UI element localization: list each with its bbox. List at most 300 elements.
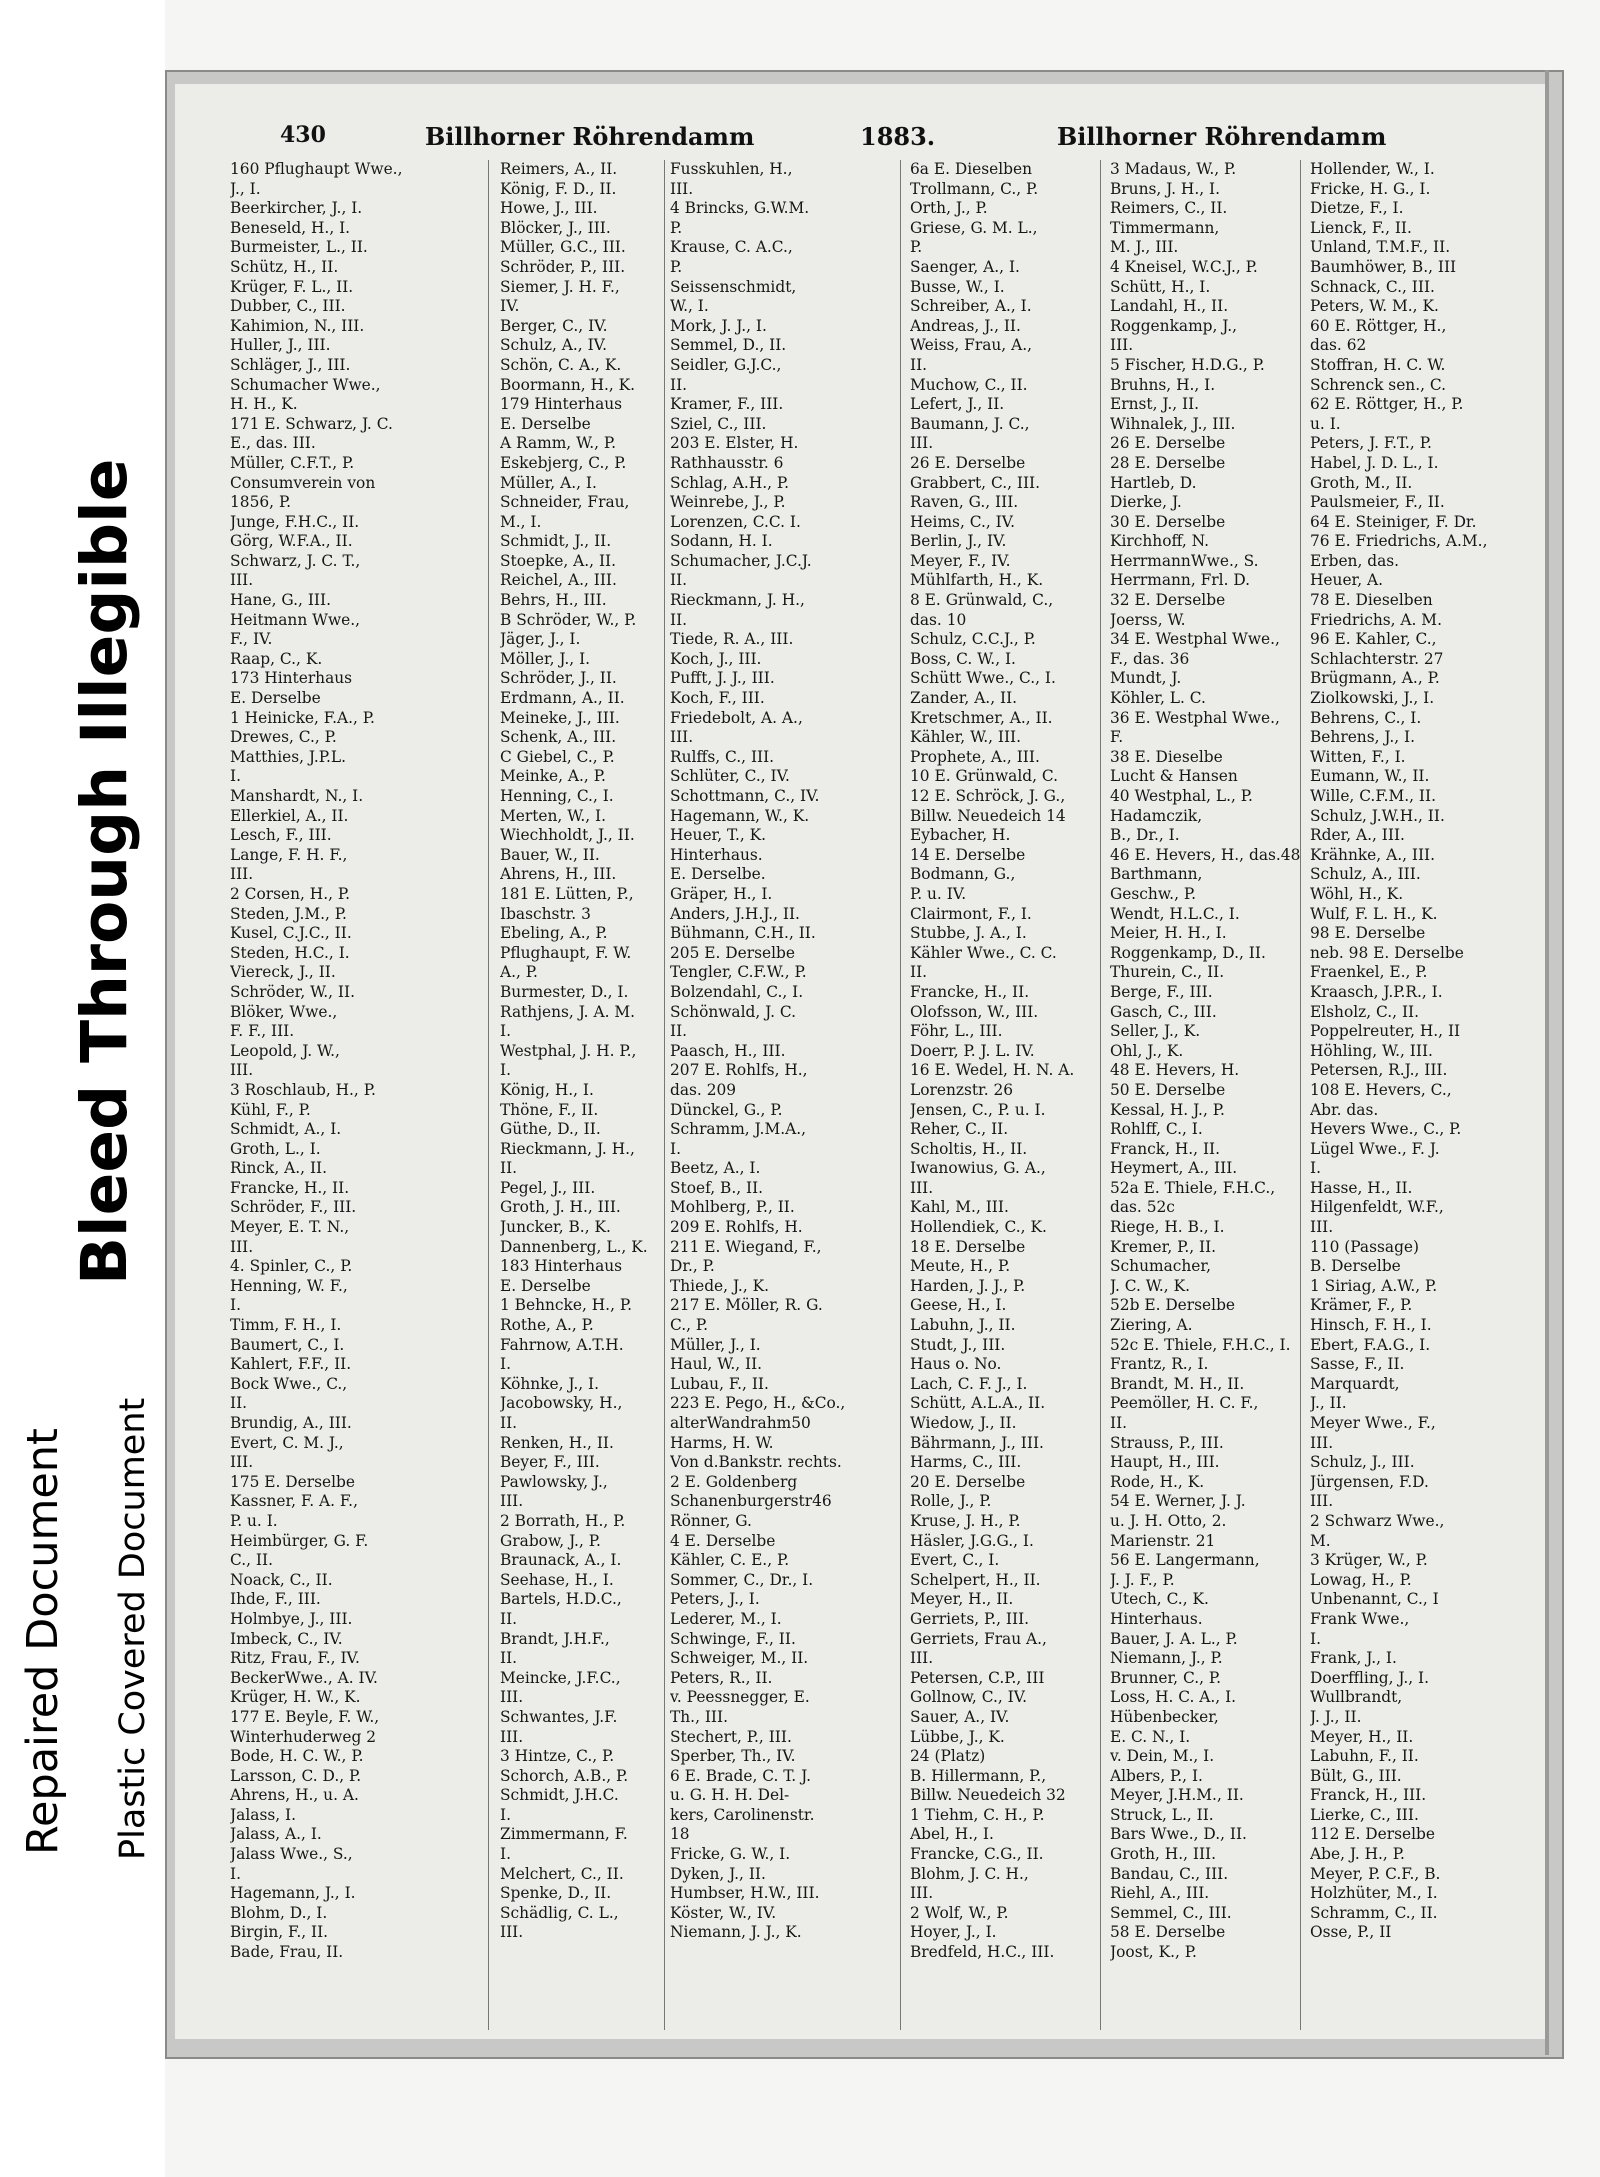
directory-entry: F., das. 36	[1110, 649, 1190, 668]
directory-entry: W., I.	[670, 297, 709, 316]
directory-entry: III.	[230, 1237, 254, 1256]
directory-entry: 6a E. Dieselben	[910, 160, 1033, 178]
directory-entry: Schramm, J.M.A.,	[670, 1120, 806, 1139]
directory-entry: Hagemann, W., K.	[670, 806, 810, 825]
directory-entry: Eskebjerg, C., P.	[500, 453, 627, 472]
directory-entry: Schläger, J., III.	[230, 355, 351, 374]
directory-entry: Dietze, F., I.	[1310, 199, 1404, 218]
directory-entry: Pegel, J., III.	[500, 1178, 596, 1197]
directory-entry: Studt, J., III.	[910, 1335, 1006, 1354]
directory-entry: Stechert, P., III.	[670, 1727, 792, 1746]
directory-entry: Bauer, W., II.	[500, 845, 600, 864]
directory-entry: I.	[670, 1139, 681, 1158]
directory-entry: Sasse, F., II.	[1310, 1355, 1405, 1374]
directory-entry: Lach, C. F. J., I.	[910, 1374, 1028, 1393]
directory-entry: Harms, C., III.	[910, 1453, 1022, 1472]
year: 1883.	[860, 122, 936, 151]
directory-entry: BeckerWwe., A. IV.	[230, 1668, 378, 1687]
directory-entry: alterWandrahm50	[670, 1414, 811, 1432]
directory-column-5	[1110, 160, 1340, 2030]
directory-entry: I.	[230, 1864, 241, 1883]
directory-entry: Blohm, J. C. H.,	[910, 1864, 1029, 1883]
directory-entry: F., IV.	[230, 630, 273, 649]
directory-entry: III.	[670, 728, 694, 747]
directory-entry: 112 E. Derselbe	[1310, 1825, 1435, 1844]
directory-entry: Thöne, F., II.	[500, 1100, 599, 1119]
directory-entry: Noack, C., II.	[230, 1570, 333, 1589]
directory-entry: 64 E. Steiniger, F. Dr.	[1310, 512, 1477, 531]
directory-entry: König, F. D., II.	[500, 179, 617, 198]
directory-entry: Lübbe, J., K.	[910, 1727, 1005, 1746]
directory-entry: Geese, H., I.	[910, 1296, 1007, 1315]
directory-entry: Schwinge, F., II.	[670, 1629, 796, 1648]
directory-entry: Hagemann, J., I.	[230, 1884, 356, 1903]
directory-entry: Gräper, H., I.	[670, 884, 773, 903]
directory-entry: Matthies, J.P.L.	[230, 747, 347, 766]
directory-entry: Blöker, Wwe.,	[230, 1002, 338, 1021]
directory-entry: III.	[1310, 1433, 1334, 1452]
directory-entry: Raven, G., III.	[910, 493, 1019, 512]
directory-entry: Evert, C. M. J.,	[230, 1433, 344, 1452]
directory-entry: Tengler, C.F.W., P.	[670, 963, 807, 982]
directory-entry: Brundig, A., III.	[230, 1414, 352, 1432]
directory-entry: Jensen, C., P. u. I.	[910, 1100, 1046, 1119]
directory-entry: Timm, F. H., I.	[230, 1316, 342, 1335]
directory-entry: Burmester, D., I.	[500, 982, 629, 1001]
directory-entry: das. 209	[670, 1080, 737, 1099]
directory-entry: Von d.Bankstr. rechts.	[670, 1453, 842, 1472]
directory-entry: Müller, A., I.	[500, 473, 597, 492]
directory-entry: II.	[670, 375, 688, 394]
directory-entry: 108 E. Hevers, C.,	[1310, 1080, 1452, 1099]
directory-entry: Köhnke, J., I.	[500, 1374, 600, 1393]
directory-entry: Kessal, H. J., P.	[1110, 1100, 1225, 1119]
directory-entry: Zander, A., II.	[910, 689, 1018, 708]
directory-entry: Behrs, H., III.	[500, 591, 607, 610]
directory-entry: Koch, J., III.	[670, 649, 762, 668]
directory-entry: 5 Fischer, H.D.G., P.	[1110, 355, 1265, 374]
directory-entry: u. I.	[1310, 414, 1341, 433]
directory-entry: E. Derselbe	[230, 689, 321, 708]
directory-entry: Kühl, F., P.	[230, 1100, 311, 1119]
directory-entry: 38 E. Dieselbe	[1110, 747, 1223, 766]
directory-entry: Kramer, F., III.	[670, 395, 784, 414]
directory-entry: II.	[500, 1414, 518, 1432]
directory-entry: Rinck, A., II.	[230, 1159, 327, 1178]
directory-entry: Westphal, J. H. P.,	[500, 1041, 637, 1060]
directory-entry: Meineke, J., III.	[500, 708, 620, 727]
directory-entry: Clairmont, F., I.	[910, 904, 1032, 923]
directory-entry: 2 Wolf, W., P.	[910, 1903, 1009, 1922]
directory-entry: Kretschmer, A., II.	[910, 708, 1053, 727]
directory-entry: Unbenannt, C., I	[1310, 1590, 1439, 1609]
directory-entry: Griese, G. M. L.,	[910, 218, 1038, 237]
directory-entry: Jürgensen, F.D.	[1310, 1472, 1429, 1491]
directory-entry: Schmidt, J.H.C.	[500, 1786, 619, 1805]
directory-entry: 56 E. Langermann,	[1110, 1551, 1260, 1570]
directory-entry: Mork, J. J., I.	[670, 316, 767, 335]
directory-entry: Rieckmann, J. H.,	[500, 1139, 635, 1158]
directory-entry: Anders, J.H.J., II.	[670, 904, 800, 923]
directory-entry: 52b E. Derselbe	[1110, 1296, 1236, 1315]
directory-entry: 181 E. Lütten, P.,	[500, 884, 634, 903]
directory-entry: I.	[500, 1805, 511, 1824]
directory-entry: 3 Krüger, W., P.	[1310, 1551, 1428, 1570]
directory-entry: Ihde, F., III.	[230, 1590, 321, 1609]
directory-entry: II.	[670, 571, 688, 590]
directory-entry: Kremer, P., II.	[1110, 1237, 1217, 1256]
directory-entry: Peters, J. F.T., P.	[1310, 434, 1432, 453]
directory-entry: Bredfeld, H.C., III.	[910, 1943, 1055, 1962]
directory-entry: Peters, R., II.	[670, 1668, 773, 1687]
directory-entry: J. J., II.	[1310, 1707, 1362, 1726]
directory-entry: III.	[1310, 1218, 1334, 1237]
directory-entry: Labuhn, F., II.	[1310, 1747, 1419, 1766]
directory-column-4	[910, 160, 1130, 2030]
directory-entry: Holzhüter, M., I.	[1310, 1884, 1438, 1903]
directory-entry: Strauss, P., III.	[1110, 1433, 1224, 1452]
directory-entry: Schreiber, A., I.	[910, 297, 1032, 316]
directory-entry: 2 E. Goldenberg	[670, 1472, 798, 1491]
directory-entry: Sziel, C., III.	[670, 414, 767, 433]
directory-entry: Heitmann Wwe.,	[230, 610, 361, 629]
directory-entry: Schulz, J.W.H., II.	[1310, 806, 1445, 825]
directory-entry: Doerffling, J., I.	[1310, 1668, 1430, 1687]
directory-entry: Manshardt, N., I.	[230, 787, 364, 805]
directory-entry: Schröder, F., III.	[230, 1198, 357, 1217]
directory-entry: Bartels, H.D.C.,	[500, 1590, 622, 1609]
directory-entry: Erdmann, A., II.	[500, 689, 625, 708]
directory-entry: Brunner, C., P.	[1110, 1668, 1221, 1687]
directory-entry: Schwarz, J. C. T.,	[230, 551, 361, 570]
directory-entry: Paasch, H., III.	[670, 1041, 786, 1060]
directory-entry: Rathhausstr. 6	[670, 453, 784, 472]
directory-entry: 4 Kneisel, W.C.J., P.	[1110, 257, 1258, 276]
directory-entry: Schön, C. A., K.	[500, 355, 622, 374]
directory-entry: Ernst, J., II.	[1110, 395, 1200, 414]
directory-entry: III.	[910, 1649, 934, 1668]
directory-entry: Schneider, Frau,	[500, 493, 630, 512]
directory-entry: Bolzendahl, C., I.	[670, 982, 804, 1001]
page-number: 430	[280, 122, 326, 148]
directory-entry: Landahl, H., II.	[1110, 297, 1229, 316]
directory-entry: Hinsch, F. H., I.	[1310, 1316, 1432, 1335]
directory-entry: Haus o. No.	[910, 1355, 1002, 1374]
directory-entry: Bock Wwe., C.,	[230, 1374, 348, 1393]
directory-entry: Rolle, J., P.	[910, 1492, 992, 1511]
directory-entry: 4 Brincks, G.W.M.	[670, 199, 810, 218]
directory-entry: Eybacher, H.	[910, 826, 1011, 845]
directory-entry: F. F., III.	[230, 1022, 295, 1041]
page-header	[195, 118, 1535, 160]
directory-entry: Lederer, M., I.	[670, 1609, 782, 1628]
directory-entry: Lesch, F., III.	[230, 826, 332, 845]
directory-entry: Reimers, A., II.	[500, 160, 618, 178]
directory-entry: Meincke, J.F.C.,	[500, 1668, 621, 1687]
directory-entry: P.	[670, 257, 683, 276]
directory-entry: Haupt, H., III.	[1110, 1453, 1220, 1472]
directory-entry: Meyer, E. T. N.,	[230, 1218, 350, 1237]
directory-entry: E., das. III.	[230, 434, 316, 453]
directory-entry: Bars Wwe., D., II.	[1110, 1825, 1247, 1844]
directory-entry: Wullbrandt,	[1310, 1688, 1403, 1707]
directory-entry: Saenger, A., I.	[910, 257, 1020, 276]
directory-entry: Müller, J., I.	[670, 1335, 761, 1354]
directory-entry: Meier, H. H., I.	[1110, 924, 1227, 943]
directory-entry: Marquardt,	[1310, 1374, 1400, 1393]
directory-entry: 205 E. Derselbe	[670, 943, 795, 962]
directory-entry: Meyer, J.H.M., II.	[1110, 1786, 1244, 1805]
directory-entry: Semmel, D., II.	[670, 336, 787, 355]
directory-entry: Kruse, J. H., P.	[910, 1511, 1021, 1530]
directory-entry: I.	[230, 1296, 241, 1315]
directory-column-6	[1310, 160, 1525, 2030]
directory-entry: Krüger, H. W., K.	[230, 1688, 361, 1707]
directory-entry: II.	[670, 610, 688, 629]
directory-entry: Petersen, R.J., III.	[1310, 1061, 1448, 1080]
directory-entry: Schenk, A., III.	[500, 728, 617, 747]
directory-entry: Meyer, H., II.	[1310, 1727, 1414, 1746]
directory-entry: Reher, C., II.	[910, 1120, 1009, 1139]
directory-entry: Meinke, A., P.	[500, 767, 606, 786]
directory-entry: Heims, C., IV.	[910, 512, 1016, 531]
directory-entry: 207 E. Rohlfs, H.,	[670, 1061, 808, 1080]
directory-entry: III.	[670, 179, 694, 198]
directory-entry: Bruns, J. H., I.	[1110, 179, 1221, 198]
directory-entry: 28 E. Derselbe	[1110, 453, 1226, 472]
directory-entry: Gollnow, C., IV.	[910, 1688, 1028, 1707]
directory-entry: 50 E. Derselbe	[1110, 1080, 1226, 1099]
directory-entry: 3 Madaus, W., P.	[1110, 160, 1237, 178]
directory-entry: I.	[500, 1355, 511, 1374]
directory-entry: Kusel, C.J.C., II.	[230, 924, 352, 943]
directory-entry: Loss, H. C. A., I.	[1110, 1688, 1237, 1707]
directory-entry: I.	[500, 1061, 511, 1080]
directory-entry: 1856, P.	[230, 493, 292, 512]
directory-entry: Eumann, W., II.	[1310, 767, 1430, 786]
directory-entry: Witten, F., I.	[1310, 747, 1406, 766]
directory-entry: Meyer Wwe., F.,	[1310, 1414, 1436, 1432]
directory-entry: Ebert, F.A.G., I.	[1310, 1335, 1431, 1354]
directory-entry: v. Peessnegger, E.	[670, 1688, 810, 1707]
directory-entry: Abe, J. H., P.	[1310, 1845, 1405, 1864]
directory-entry: Lienck, F., II.	[1310, 218, 1412, 237]
directory-entry: Höhling, W., III.	[1310, 1041, 1433, 1060]
directory-entry: Jalass Wwe., S.,	[230, 1845, 353, 1864]
directory-entry: Erben, das.	[1310, 551, 1400, 570]
directory-entry: 203 E. Elster, H.	[670, 434, 799, 453]
directory-entry: Stoffran, H. C. W.	[1310, 355, 1446, 374]
directory-entry: Schottmann, C., IV.	[670, 787, 820, 805]
directory-entry: Prophete, A., III.	[910, 747, 1040, 766]
directory-entry: P. u. IV.	[910, 884, 967, 903]
directory-entry: 26 E. Derselbe	[1110, 434, 1226, 453]
directory-entry: Wihnalek, J., III.	[1110, 414, 1236, 433]
directory-entry: Melchert, C., II.	[500, 1864, 624, 1883]
directory-entry: Holmbye, J., III.	[230, 1609, 353, 1628]
directory-entry: Beetz, A., I.	[670, 1159, 761, 1178]
directory-entry: Fricke, H. G., I.	[1310, 179, 1431, 198]
directory-entry: Bodmann, G.,	[910, 865, 1016, 884]
directory-entry: Schorch, A.B., P.	[500, 1766, 629, 1785]
directory-entry: Billw. Neuedeich 32	[910, 1786, 1066, 1805]
directory-entry: B., Dr., I.	[1110, 826, 1180, 845]
directory-entry: Hilgenfeldt, W.F.,	[1310, 1198, 1444, 1217]
directory-entry: Reichel, A., III.	[500, 571, 617, 590]
directory-entry: neb. 98 E. Derselbe	[1310, 943, 1464, 962]
directory-entry: Kraasch, J.P.R., I.	[1310, 982, 1443, 1001]
directory-entry: Henning, W. F.,	[230, 1276, 348, 1295]
directory-entry: Kähler, W., III.	[910, 728, 1022, 747]
left-running-title: Billhorner Röhrendamm	[425, 122, 755, 151]
directory-entry: Brügmann, A., P.	[1310, 669, 1440, 688]
directory-entry: 217 E. Möller, R. G.	[670, 1296, 823, 1315]
directory-entry: Pflughaupt, F. W.	[500, 943, 632, 962]
directory-entry: Viereck, J., II.	[230, 963, 336, 982]
directory-entry: Kassner, F. A. F.,	[230, 1492, 358, 1511]
directory-entry: Franck, H., III.	[1310, 1786, 1427, 1805]
directory-entry: F.	[1110, 728, 1124, 747]
directory-entry: 76 E. Friedrichs, A.M.,	[1310, 532, 1488, 551]
directory-entry: Schmidt, J., II.	[500, 532, 612, 551]
directory-entry: Boss, C. W., I.	[910, 649, 1016, 668]
directory-entry: Behrens, C., I.	[1310, 708, 1422, 727]
directory-entry: Fahrnow, A.T.H.	[500, 1335, 624, 1354]
directory-entry: Meyer, F., IV.	[910, 551, 1011, 570]
directory-entry: I.	[1310, 1159, 1321, 1178]
directory-entry: Jalass, A., I.	[230, 1825, 322, 1844]
directory-entry: Riege, H. B., I.	[1110, 1218, 1225, 1237]
directory-entry: B Schröder, W., P.	[500, 610, 637, 629]
directory-entry: Steden, H.C., I.	[230, 943, 350, 962]
directory-entry: Bauer, J. A. L., P.	[1110, 1629, 1238, 1648]
directory-entry: Franck, H., II.	[1110, 1139, 1221, 1158]
directory-entry: Wiechholdt, J., II.	[500, 826, 635, 845]
directory-entry: Consumverein von	[230, 473, 376, 492]
directory-entry: Peemöller, H. C. F.,	[1110, 1394, 1259, 1413]
directory-entry: Niemann, J., P.	[1110, 1649, 1223, 1668]
directory-entry: 10 E. Grünwald, C.	[910, 767, 1058, 786]
directory-entry: III.	[910, 1884, 934, 1903]
directory-entry: Imbeck, C., IV.	[230, 1629, 343, 1648]
directory-entry: Doerr, P. J. L. IV.	[910, 1041, 1035, 1060]
directory-entry: Niemann, J. J., K.	[670, 1923, 802, 1942]
directory-entry: das. 10	[910, 610, 967, 629]
directory-entry: Dyken, J., II.	[670, 1864, 766, 1883]
directory-entry: Kirchhoff, N.	[1110, 532, 1210, 551]
directory-entry: u. G. H. H. Del-	[670, 1786, 790, 1805]
directory-entry: Busse, W., I.	[910, 277, 1005, 296]
directory-entry: Frank, J., I.	[1310, 1649, 1397, 1668]
directory-entry: Baumann, J. C.,	[910, 414, 1030, 433]
directory-entry: Groth, J. H., III.	[500, 1198, 621, 1217]
directory-entry: Groth, M., II.	[1310, 473, 1413, 492]
directory-entry: Evert, C., I.	[910, 1551, 1000, 1570]
directory-entry: Baumhöwer, B., III	[1310, 257, 1457, 276]
directory-entry: Struck, L., II.	[1110, 1805, 1214, 1824]
directory-entry: Blöcker, J., III.	[500, 218, 611, 237]
directory-entry: A., P.	[500, 963, 538, 982]
directory-entry: Th., III.	[670, 1707, 728, 1726]
directory-entry: Schumacher,	[1110, 1257, 1211, 1276]
directory-entry: 60 E. Röttger, H.,	[1310, 316, 1447, 335]
directory-entry: Schrenck sen., C.	[1310, 375, 1447, 394]
directory-entry: Schröder, W., II.	[230, 982, 355, 1001]
page-right-edge	[1545, 70, 1549, 2055]
directory-entry: P. u. I.	[230, 1511, 278, 1530]
directory-entry: u. J. H. Otto, 2.	[1110, 1511, 1227, 1530]
directory-entry: III.	[1310, 1492, 1334, 1511]
directory-entry: 12 E. Schröck, J. G.,	[910, 787, 1066, 805]
directory-entry: Schütt Wwe., C., I.	[910, 669, 1056, 688]
directory-entry: 18	[670, 1825, 690, 1844]
directory-entry: Drewes, C., P.	[230, 728, 337, 747]
directory-entry: Schlachterstr. 27	[1310, 649, 1444, 668]
directory-entry: II.	[500, 1159, 518, 1178]
directory-entry: Rohlff, C., I.	[1110, 1120, 1203, 1139]
directory-entry: HerrmannWwe., S.	[1110, 551, 1259, 570]
directory-entry: Trollmann, C., P.	[910, 179, 1039, 198]
directory-entry: 20 E. Derselbe	[910, 1472, 1026, 1491]
directory-entry: Boormann, H., K.	[500, 375, 636, 394]
directory-entry: Görg, W.F.A., II.	[230, 532, 353, 551]
directory-entry: Herrmann, Frl. D.	[1110, 571, 1251, 590]
directory-entry: 171 E. Schwarz, J. C.	[230, 414, 393, 433]
directory-entry: Hinterhaus.	[670, 845, 763, 864]
directory-entry: das. 62	[1310, 336, 1367, 355]
directory-entry: Wulf, F. L. H., K.	[1310, 904, 1438, 923]
directory-entry: Lorenzstr. 26	[910, 1080, 1014, 1099]
directory-entry: Tiede, R. A., III.	[670, 630, 794, 649]
directory-entry: Dierke, J.	[1110, 493, 1182, 512]
bleed-through-label: Bleed Through Illegible	[68, 458, 141, 1285]
directory-entry: Schütt, H., I.	[1110, 277, 1211, 296]
directory-entry: Spenke, D., II.	[500, 1884, 612, 1903]
directory-entry: Baumert, C., I.	[230, 1335, 345, 1354]
directory-entry: Bode, H. C. W., P.	[230, 1747, 364, 1766]
directory-entry: Kahl, M., III.	[910, 1198, 1009, 1217]
directory-entry: 36 E. Westphal Wwe.,	[1110, 708, 1280, 727]
directory-entry: Berge, F., III.	[1110, 982, 1213, 1001]
directory-entry: Larsson, C. D., P.	[230, 1766, 362, 1785]
directory-entry: II.	[500, 1609, 518, 1628]
directory-entry: Junge, F.H.C., II.	[230, 512, 360, 531]
directory-entry: M., I.	[500, 512, 542, 531]
directory-entry: Wendt, H.L.C., I.	[1110, 904, 1240, 923]
directory-entry: Sauer, A., IV.	[910, 1707, 1010, 1726]
directory-entry: Roggenkamp, D., II.	[1110, 943, 1266, 962]
directory-entry: I.	[1310, 1629, 1321, 1648]
directory-entry: Seidler, G.J.C.,	[670, 355, 782, 374]
directory-entry: 46 E. Hevers, H., das.48	[1110, 845, 1301, 864]
directory-entry: M.	[1310, 1531, 1331, 1550]
directory-entry: 223 E. Pego, H., &Co.,	[670, 1394, 846, 1413]
directory-entry: P.	[670, 218, 683, 237]
directory-entry: Schlüter, C., IV.	[670, 767, 790, 786]
directory-entry: Harms, H. W.	[670, 1433, 774, 1452]
directory-entry: Sodann, H. I.	[670, 532, 773, 551]
directory-entry: Ebeling, A., P.	[500, 924, 608, 943]
directory-entry: Raap, C., K.	[230, 649, 323, 668]
directory-entry: III.	[910, 434, 934, 453]
directory-entry: Beyer, F., III.	[500, 1453, 600, 1472]
directory-entry: I.	[500, 1845, 511, 1864]
directory-entry: Unland, T.M.F., II.	[1310, 238, 1451, 257]
directory-entry: 52c E. Thiele, F.H.C., I.	[1110, 1335, 1291, 1354]
directory-entry: Ohl, J., K.	[1110, 1041, 1184, 1060]
directory-entry: A Ramm, W., P.	[500, 434, 617, 453]
directory-entry: J. C. W., K.	[1110, 1276, 1190, 1295]
